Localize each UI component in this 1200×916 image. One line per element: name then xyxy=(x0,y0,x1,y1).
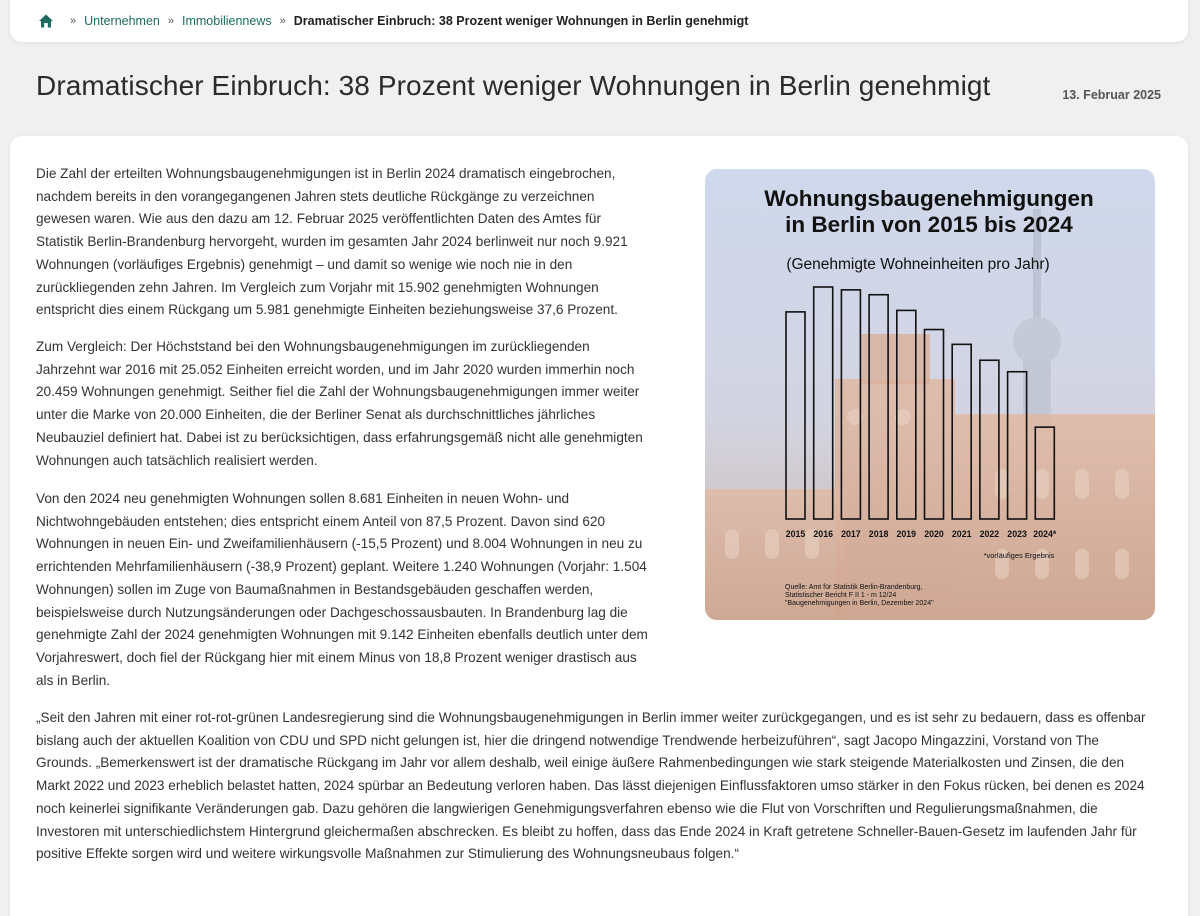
breadcrumb-separator: » xyxy=(279,15,286,27)
chart-title: in Berlin von 2015 bis 2024 xyxy=(785,212,1073,237)
breadcrumb-link-unternehmen[interactable]: Unternehmen xyxy=(84,14,160,28)
chart-figure xyxy=(705,169,1155,620)
x-tick-label: 2024* xyxy=(1033,529,1057,539)
breadcrumb-link-immobiliennews[interactable]: Immobiliennews xyxy=(182,14,272,28)
chart-source-line: "Baugenehmigungen in Berlin, Dezember 2024" xyxy=(785,600,934,607)
article-paragraph: Die Zahl der erteilten Wohnungsbaugenehmigungen ist in Berlin 2024 dramatisch eingebrochen, nachdem bereits in den vorangegangenen Jahren stets deutliche Rückgänge zu verzeichnen gewesen waren. Wie aus den dazu am 12. Februar 2025 veröffentlichten Daten des Amtes für Statistik Berlin-Brandenburg hervorgeht, wurden im gesamten Jahr 2024 berlinweit nur noch 9.921 Wohnungen (vorläufiges Ergebnis) genehmigt – und damit so wenige wie noch nie in den zurückliegenden zehn Jahren. Im Vergleich zum Vorjahr mit 15.902 genehmigten Wohnungen entspricht dies einem Rückgang um 5.981 genehmigte Einheiten beziehungsweise 37,6 Prozent. xyxy=(36,166,628,318)
x-tick-label: 2021 xyxy=(951,529,972,539)
article-paragraph: Zum Vergleich: Der Höchststand bei den Wohnungsbaugenehmigungen im zurückliegenden Jahrzehnt war 2016 mit 25.052 Einheiten erreicht worden, und im Jahr 2020 wurden immerhin noch 20.459 Wohnungen genehmigt. Seither fiel die Zahl der Wohnungsbaugenehmigungen immer weiter unter die Marke von 20.000 Einheiten, die der Berliner Senat als durchschnittliches jährliches Neubauziel definiert hat. Dabei ist zu berücksichtigen, dass erfahrungsgemäß nicht alle genehmigten Wohnungen auch tatsächlich realisiert werden. xyxy=(36,339,643,468)
chart-footnote: *vorläufiges Ergebnis xyxy=(983,551,1055,560)
breadcrumb xyxy=(10,0,1188,42)
x-tick-label: 2016 xyxy=(813,529,833,539)
bar-chart xyxy=(705,169,1155,620)
x-tick-label: 2017 xyxy=(841,529,861,539)
article-body xyxy=(10,136,1188,916)
x-tick-label: 2018 xyxy=(868,529,889,539)
home-icon[interactable] xyxy=(38,13,54,29)
page-title: Dramatischer Einbruch: 38 Prozent weniger Wohnungen in Berlin genehmigt xyxy=(36,70,991,101)
publish-date: 13. Februar 2025 xyxy=(1062,88,1161,102)
article-paragraph: „Seit den Jahren mit einer rot-rot-grünen Landesregierung sind die Wohnungsbaugenehmigungen in Berlin immer weiter zurückgegangen, und es ist sehr zu bedauern, dass es offenbar bislang auch der aktuellen Koalition von CDU und SPD nicht gelungen ist, hier die dringend notwendige Trendwende herbeizuführen“, sagt Jacopo Mingazzini, Vorstand von The Grounds. „Bemerkenswert ist der dramatische Rückgang im Jahr vor allem deshalb, weil einige äußere Rahmenbedingungen wie stark steigende Materialkosten und Zinsen, die den Markt 2022 und 2023 erheblich belastet hatten, 2024 spürbar an Bedeutung verloren haben. Das lässt diejenigen Einflussfaktoren umso stärker in den Fokus rücken, bei denen es 2024 noch keinerlei signifikante Veränderungen gab. Dazu gehören die langwierigen Genehmigungsverfahren ebenso wie die Flut von Vorschriften und Regulierungsmaßnahmen, die Investoren mit unterschiedlichstem Hintergrund gleichermaßen abschrecken. Es bleibt zu hoffen, dass das Ende 2024 in Kraft getretene Schneller-Bauen-Gesetz im laufenden Jahr für positive Effekte sorgen wird und weitere wirkungsvolle Maßnahmen zur Stimulierung des Wohnungsneubaus folgen.“ xyxy=(36,710,1146,862)
chart-source-line: Quelle: Amt für Statistik Berlin-Brandenburg, xyxy=(785,584,923,591)
x-tick-label: 2020 xyxy=(924,529,944,539)
chart-subtitle: (Genehmigte Wohneinheiten pro Jahr) xyxy=(786,256,1050,273)
x-tick-label: 2022 xyxy=(979,529,1000,539)
x-tick-label: 2019 xyxy=(896,529,917,539)
chart-source-line: Statistischer Bericht F II 1 - m 12/24 xyxy=(785,592,897,599)
breadcrumb-separator: » xyxy=(70,15,77,27)
article-paragraph: Von den 2024 neu genehmigten Wohnungen sollen 8.681 Einheiten in neuen Wohn- und Nichtwohngebäuden entstehen; dies entspricht einem Anteil von 87,5 Prozent. Davon sind 620 Wohnungen in neuen Ein- und Zweifamilienhäusern (-15,5 Prozent) und 8.004 Wohnungen in neu zu errichtenden Mehrfamilienhäusern (-38,9 Prozent) geplant. Weitere 1.240 Wohnungen (Vorjahr: 1.504 Wohnungen) sollen im Zuge von Baumaßnahmen in Bestandsgebäuden geschaffen werden, beispielsweise durch Nutzungsänderungen oder Dachgeschossausbauten. In Brandenburg lag die genehmigte Zahl der 2024 genehmigten Wohnungen mit 9.142 Einheiten ebenfalls deutlich unter dem Vorjahreswert, doch fiel der Rückgang hier mit einem Minus von 18,8 Prozent weniger drastisch aus als in Berlin. xyxy=(36,491,648,688)
x-tick-label: 2015 xyxy=(785,529,806,539)
breadcrumb-separator: » xyxy=(167,15,174,27)
breadcrumb-current: Dramatischer Einbruch: 38 Prozent weniger Wohnungen in Berlin genehmigt xyxy=(293,14,749,28)
x-tick-label: 2023 xyxy=(1007,529,1027,539)
chart-title: Wohnungsbaugenehmigungen xyxy=(764,186,1094,211)
